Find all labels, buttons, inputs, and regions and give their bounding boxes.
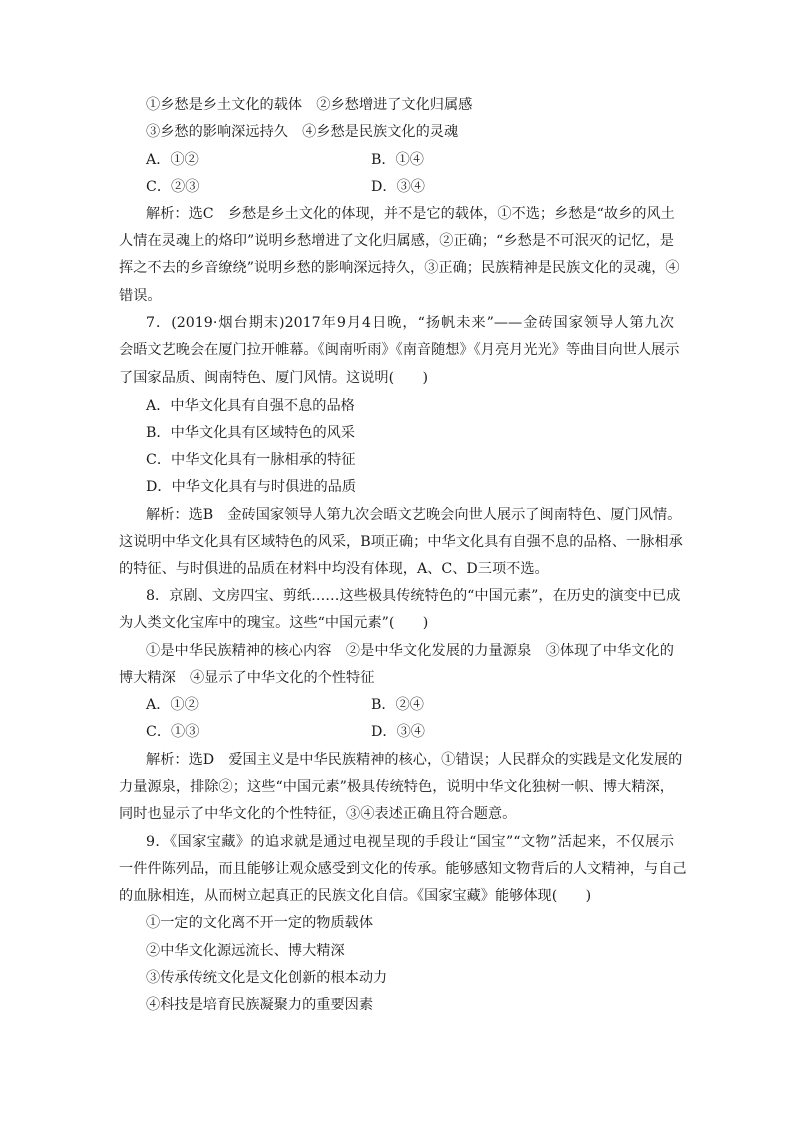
q8-stem-line-1: 8．京剧、文房四宝、剪纸……这些极具传统特色的“中国元素”，在历史的演变中已成 [146,588,681,604]
q8-options-line-2: 博大精深 ④显示了中华文化的个性特征 [119,670,375,686]
q6-choice-d: D．③④ [371,179,425,195]
q8-analysis-line-2: 力量源泉，排除②；这些“中国元素”极具传统特色，说明中华文化独树一帜、博大精深， [119,779,674,795]
q8-analysis-line-1: 解析：选D 爱国主义是中华民族精神的核心，①错误；人民群众的实践是文化发展的 [146,752,683,768]
q9-option-2: ②中华文化源远流长、博大精深 [146,943,345,959]
q7-choice-a: A．中华文化具有自强不息的品格 [146,398,355,414]
q6-analysis-line-3: 挥之不去的乡音缭绕”说明乡愁的影响深远持久，③正确；民族精神是民族文化的灵魂，④ [119,260,680,276]
q6-choice-a: A．①② [146,152,199,168]
q7-stem-line-3: 了国家品质、闽南特色、厦门风情。这说明( ) [119,370,429,386]
q8-choice-d: D．③④ [371,724,425,740]
q9-stem-line-2: 一件件陈列品，而且能够让观众感受到文化的传承。能够感知文物背后的人文精神，与自己 [119,861,687,877]
q6-choice-c: C．②③ [146,179,200,195]
q7-choice-d: D．中华文化具有与时俱进的品质 [146,479,357,495]
q7-analysis-line-1: 解析：选B 金砖国家领导人第九次会晤文艺晚会向世人展示了闽南特色、厦门风情。 [146,507,682,523]
q8-choice-c: C．①③ [146,724,200,740]
q6-analysis-line-2: 人情在灵魂上的烙印”说明乡愁增进了文化归属感，②正确；“乡愁是不可泯灭的记忆，是 [119,233,674,249]
q9-stem-line-3: 的血脉相连，从而树立起真正的民族文化自信。《国家宝藏》能够体现( ) [119,888,592,904]
q8-analysis-line-3: 同时也显示了中华文化的个性特征，③④表述正确且符合题意。 [119,806,517,822]
q6-choice-b: B．①④ [371,152,424,168]
q7-choice-b: B．中华文化具有区域特色的风采 [146,425,356,441]
q8-choice-a: A．①② [146,697,199,713]
q7-choice-c: C．中华文化具有一脉相承的特征 [146,452,356,468]
q6-analysis-line-4: 错误。 [119,288,162,304]
q8-stem-line-2: 为人类文化宝库中的瑰宝。这些“中国元素”( ) [119,615,429,631]
q9-option-4: ④科技是培育民族凝聚力的重要因素 [146,997,374,1013]
q7-analysis-line-3: 的特征、与时俱进的品质在材料中均没有体现，A、C、D三项不选。 [119,561,549,577]
q6-options-line-1: ①乡愁是乡土文化的载体 ②乡愁增进了文化归属感 [146,97,473,113]
q6-options-line-2: ③乡愁的影响深远持久 ④乡愁是民族文化的灵魂 [146,124,459,140]
q7-analysis-line-2: 这说明中华文化具有区域特色的风采，B项正确；中华文化具有自强不息的品格、一脉相承 [119,534,683,550]
q8-choice-b: B．②④ [371,697,424,713]
q9-option-1: ①一定的文化离不开一定的物质载体 [146,915,374,931]
q9-option-3: ③传承传统文化是文化创新的根本动力 [146,970,388,986]
q8-options-line-1: ①是中华民族精神的核心内容 ②是中华文化发展的力量源泉 ③体现了中华文化的 [146,643,674,659]
q7-stem-line-1: 7．(2019·烟台期末)2017年9月4日晚，“扬帆未来”——金砖国家领导人第九次 [146,315,674,331]
q7-stem-line-2: 会晤文艺晚会在厦门拉开帷幕。《闽南听雨》《南音随想》《月亮月光光》等曲目向世人展示 [119,342,680,358]
q9-stem-line-1: 9．《国家宝藏》的追求就是通过电视呈现的手段让“国宝”“文物”活起来，不仅展示 [146,834,674,850]
q6-analysis-line-1: 解析：选C 乡愁是乡土文化的体现，并不是它的载体，①不选；乡愁是“故乡的风土 [146,206,675,222]
